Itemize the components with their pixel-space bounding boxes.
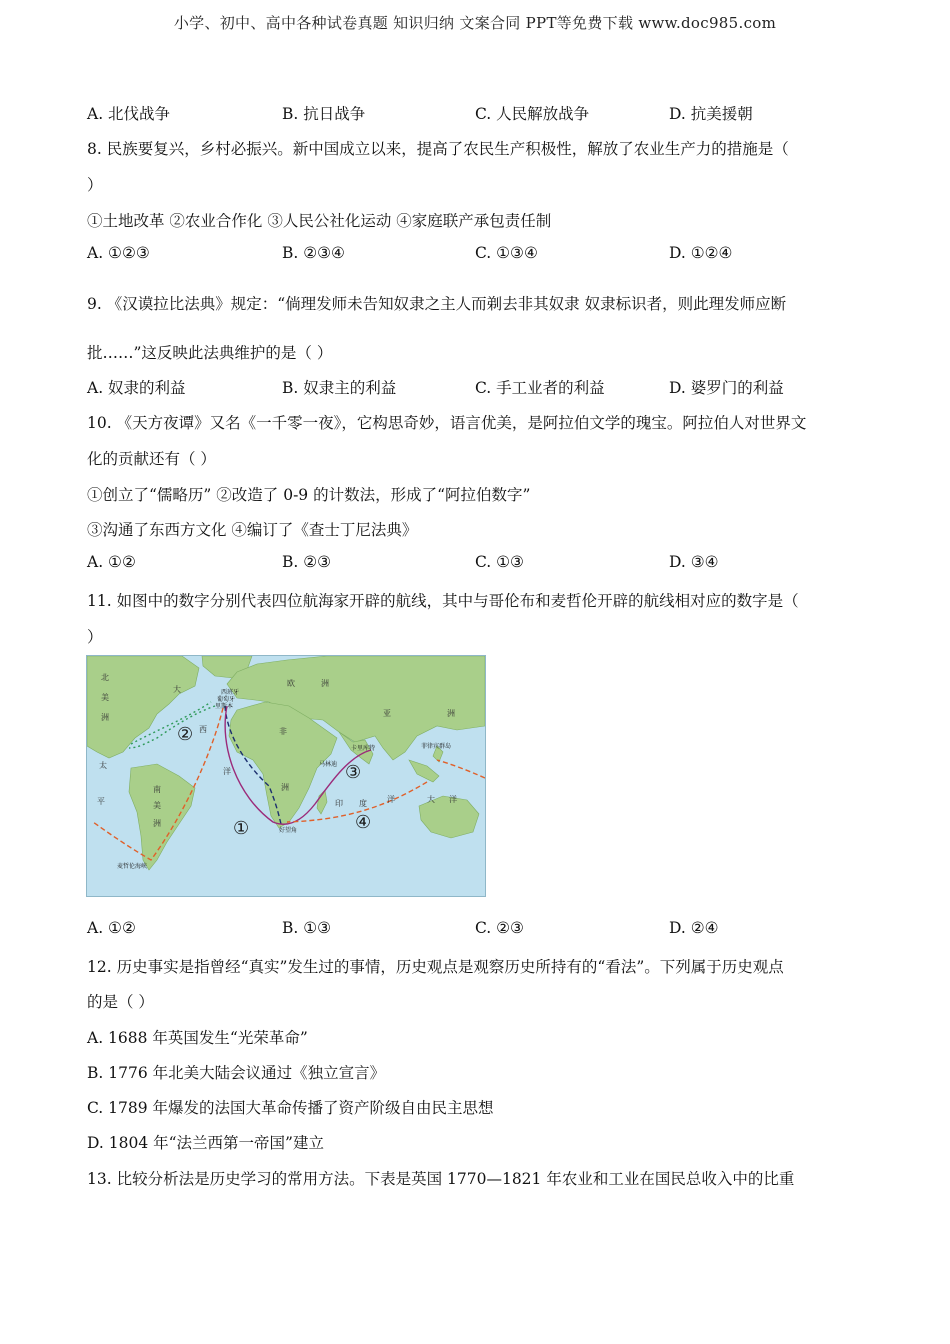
q8-stem-line2: ） [87, 176, 103, 194]
q9-stem-line1: 9. 《汉谟拉比法典》规定：“倘理发师未告知奴隶之主人而剃去非其奴隶 奴隶标识者，则此理发师应断 [87, 295, 787, 313]
route-3-label: ③ [345, 762, 362, 783]
q10-stem-line2: 化的贡献还有（ ） [87, 450, 216, 468]
q7-option-a: A. 北伐战争 [87, 105, 171, 123]
q7-option-d: D. 抗美援朝 [669, 105, 753, 123]
q7-option-c: C. 人民解放战争 [475, 105, 590, 123]
q11-option-b: B. ①③ [282, 919, 332, 937]
route-2-label: ② [177, 724, 194, 745]
route-1-label: ① [233, 818, 250, 839]
voyage-routes-map [86, 655, 486, 897]
place-cape-of-good-hope: 好望角 [279, 827, 298, 834]
place-lisbon: 里斯本 [215, 703, 234, 710]
route-4-pacific-line [437, 760, 485, 778]
q10-option-c: C. ①③ [475, 553, 524, 571]
q13-stem-line1: 13. 比较分析法是历史学习的常用方法。下表是英国 1770—1821 年农业和工业在国民总收入中的比重 [87, 1170, 795, 1188]
q9-option-b: B. 奴隶主的利益 [282, 379, 397, 397]
q11-option-a: A. ①② [87, 919, 136, 937]
region-char-13: 洲 [321, 679, 329, 688]
region-char-7: 平 [97, 797, 105, 806]
sea-islands-landmass [409, 760, 439, 782]
south-america-landmass [129, 764, 195, 870]
region-char-12: 欧 [287, 679, 295, 688]
q10-option-a: A. ①② [87, 553, 136, 571]
region-char-18: 印 [335, 799, 343, 808]
region-char-2: 美 [101, 693, 109, 702]
q11-stem-line1: 11. 如图中的数字分别代表四位航海家开辟的航线，其中与哥伦布和麦哲伦开辟的航线相对应的数字是（ [87, 592, 799, 610]
q9-option-a: A. 奴隶的利益 [87, 379, 186, 397]
q10-option-b: B. ②③ [282, 553, 332, 571]
q12-option-d: D. 1804 年“法兰西第一帝国”建立 [87, 1134, 324, 1152]
region-char-4: 大 [173, 685, 181, 694]
q9-option-d: D. 婆罗门的利益 [669, 379, 784, 397]
region-char-21: 大 [427, 795, 435, 804]
place-strait-of-magellan: 麦哲伦海峡 [117, 863, 148, 870]
q8-option-b: B. ②③④ [282, 244, 345, 262]
q12-stem-line1: 12. 历史事实是指曾经“真实”发生过的事情，历史观点是观察历史所持有的“看法”。下列属于历史观点 [87, 958, 784, 976]
region-char-14: 亚 [383, 709, 391, 718]
q12-stem-line2: 的是（ ） [87, 993, 154, 1011]
region-char-11: 洲 [153, 819, 161, 828]
q8-option-d: D. ①②④ [669, 244, 733, 262]
region-char-20: 洋 [387, 795, 395, 804]
region-char-15: 洲 [447, 709, 455, 718]
place-calicut: 卡里库特 [351, 745, 376, 752]
region-char-6: 太 [99, 761, 107, 770]
q12-option-a: A. 1688 年英国发生“光荣革命” [87, 1029, 308, 1047]
q12-option-c: C. 1789 年爆发的法国大革命传播了资产阶级自由民主思想 [87, 1099, 494, 1117]
place-spain: 西班牙 [221, 689, 240, 696]
q11-stem-line2: ） [87, 628, 103, 646]
q8-stem-line1: 8. 民族要复兴，乡村必振兴。新中国成立以来，提高了农民生产积极性，解放了农业生产力的措施是（ [87, 140, 789, 158]
region-char-8: 洋 [223, 767, 231, 776]
region-char-5: 西 [199, 725, 207, 734]
region-char-16: 非 [279, 727, 287, 736]
place-portugal: 葡萄牙 [217, 696, 236, 703]
continents [87, 656, 485, 870]
q10-items-line2: ③沟通了东西方文化 ④编订了《查士丁尼法典》 [87, 521, 418, 539]
region-char-17: 洲 [281, 783, 289, 792]
q9-stem-line2: 批……”这反映此法典维护的是（ ） [87, 344, 333, 362]
q11-option-d: D. ②④ [669, 919, 719, 937]
place-malindi: 马林迪 [319, 761, 338, 768]
region-char-3: 洲 [101, 713, 109, 722]
region-char-22: 洋 [449, 795, 457, 804]
region-char-10: 美 [153, 801, 161, 810]
region-char-9: 南 [153, 785, 161, 794]
q10-items-line1: ①创立了“儒略历” ②改造了 0-9 的计数法，形成了“阿拉伯数字” [87, 486, 531, 504]
q10-option-d: D. ③④ [669, 553, 719, 571]
q12-option-b: B. 1776 年北美大陆会议通过《独立宣言》 [87, 1064, 386, 1082]
q11-option-c: C. ②③ [475, 919, 524, 937]
q8-option-c: C. ①③④ [475, 244, 538, 262]
route-4-label: ④ [355, 812, 372, 833]
q9-option-c: C. 手工业者的利益 [475, 379, 605, 397]
page-header: 小学、初中、高中各种试卷真题 知识归纳 文案合同 PPT等免费下载 www.doc985.com [173, 14, 777, 32]
region-char-19: 度 [359, 799, 367, 808]
q8-items: ①土地改革 ②农业合作化 ③人民公社化运动 ④家庭联产承包责任制 [87, 212, 552, 230]
region-char-1: 北 [101, 673, 109, 682]
q10-stem-line1: 10. 《天方夜谭》又名《一千零一夜》，它构思奇妙，语言优美，是阿拉伯文学的瑰宝。阿拉伯人对世界文 [87, 414, 807, 432]
place-philippines: 菲律宾群岛 [421, 743, 452, 750]
q8-option-a: A. ①②③ [87, 244, 150, 262]
q7-option-b: B. 抗日战争 [282, 105, 366, 123]
